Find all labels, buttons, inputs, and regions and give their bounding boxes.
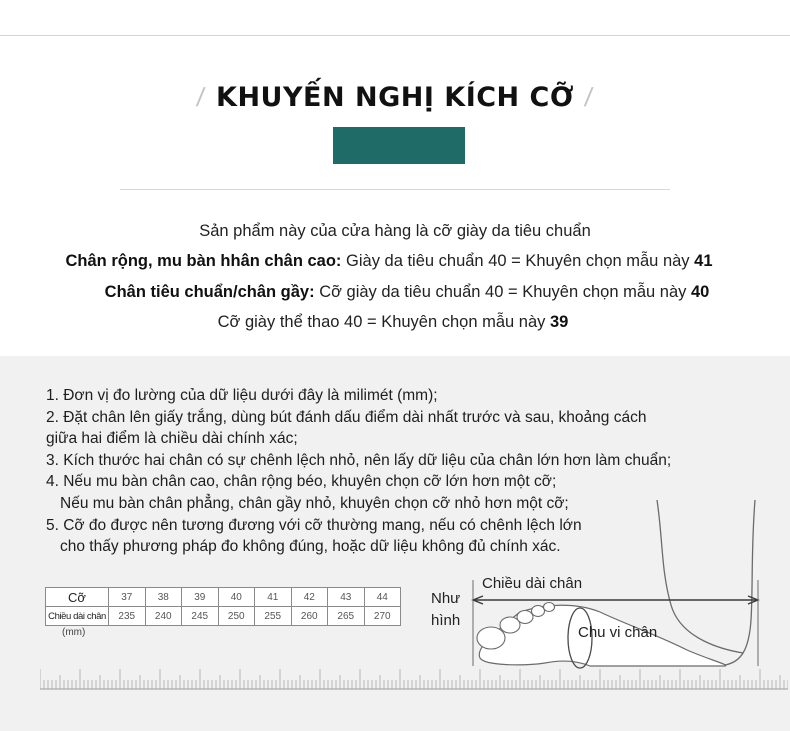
intro-wide-foot-label: Chân rộng, mu bàn hhân chân cao: (65, 252, 342, 270)
note-line: 1. Đơn vị đo lường của dữ liệu dưới đây là milimét (mm); (46, 387, 438, 404)
length-cell: 250 (218, 607, 255, 626)
title-slash-left: / (195, 82, 207, 112)
intro-line-4 (0, 313, 788, 332)
size-cell: 43 (328, 588, 365, 607)
size-row-label: Cỡ (46, 588, 109, 607)
note-line: 4. Nếu mu bàn chân cao, chân rộng béo, khuyên chọn cỡ lớn hơn một cỡ; (46, 473, 557, 491)
length-row-label: Chiều dài chân (46, 607, 109, 626)
foot-length-label: Chiều dài chân (482, 575, 583, 592)
top-divider (0, 35, 790, 36)
toe-icon (477, 627, 505, 649)
unit-label: (mm) (62, 627, 86, 638)
size-table (45, 587, 401, 626)
heel-outline-icon (725, 500, 755, 665)
note-line: 3. Kích thước hai chân có sự chênh lệch nhỏ, nên lấy dữ liệu của chân lớn hơn làm chuẩn; (46, 451, 672, 469)
size-row (46, 588, 401, 607)
length-row (46, 607, 401, 626)
note-line: 2. Đặt chân lên giấy trắng, dùng bút đánh dấu điểm dài nhất trước và sau, khoảng cách (46, 408, 647, 426)
note-line: cho thấy phương pháp đo không đúng, hoặc dữ liệu không đủ chính xác. (60, 538, 561, 556)
foot-girth-label: Chu vi chân (578, 624, 658, 641)
toe-icon (532, 606, 545, 617)
note-line: 5. Cỡ đo được nên tương đương với cỡ thường mang, nếu có chênh lệch lớn (46, 516, 582, 534)
toe-icon (517, 611, 533, 624)
intro-wide-foot-size: 41 (694, 252, 713, 270)
size-cell: 38 (145, 588, 182, 607)
foot-measure-diagram (425, 500, 765, 670)
intro-text-1: Sản phẩm này của cửa hàng là cỡ giày da tiêu chuẩn (199, 222, 591, 240)
intro-sport-shoe-text: Cỡ giày thể thao 40 = Khuyên chọn mẫu này (217, 313, 550, 331)
section-divider (120, 189, 670, 190)
size-cell: 44 (364, 588, 401, 607)
title-row (0, 82, 790, 113)
intro-standard-foot-label: Chân tiêu chuẩn/chân gầy: (104, 283, 315, 301)
length-cell: 240 (145, 607, 182, 626)
size-cell: 39 (182, 588, 219, 607)
page-title: KHUYẾN NGHỊ KÍCH CỠ (216, 82, 574, 113)
length-cell: 245 (182, 607, 219, 626)
length-cell: 270 (364, 607, 401, 626)
title-slash-right: / (583, 82, 595, 112)
ruler-ticks (40, 669, 788, 689)
toe-icon (544, 603, 555, 612)
as-shown-label-2: hình (431, 612, 461, 629)
length-cell: 255 (255, 607, 292, 626)
ruler (40, 668, 788, 690)
note-line: giữa hai điểm là chiều dài chính xác; (46, 430, 298, 448)
length-cell: 260 (291, 607, 328, 626)
intro-wide-foot-text: Giày da tiêu chuẩn 40 = Khuyên chọn mẫu này (341, 252, 695, 270)
length-cell: 265 (328, 607, 365, 626)
size-cell: 41 (255, 588, 292, 607)
intro-line-2 (0, 252, 784, 271)
size-cell: 37 (109, 588, 146, 607)
leg-outline-icon (657, 500, 743, 653)
intro-line-1 (0, 222, 790, 241)
intro-standard-foot-text: Cỡ giày da tiêu chuẩn 40 = Khuyên chọn mẫu này (314, 283, 691, 301)
size-cell: 40 (218, 588, 255, 607)
intro-line-3 (12, 283, 790, 302)
note-line: Nếu mu bàn chân phẳng, chân gầy nhỏ, khuyên chọn cỡ nhỏ hơn một cỡ; (60, 494, 569, 512)
intro-sport-shoe-size: 39 (549, 313, 569, 331)
intro-standard-foot-size: 40 (690, 283, 710, 301)
size-cell: 42 (291, 588, 328, 607)
as-shown-label-1: Như (431, 590, 461, 607)
length-cell: 235 (109, 607, 146, 626)
accent-block (333, 127, 465, 164)
